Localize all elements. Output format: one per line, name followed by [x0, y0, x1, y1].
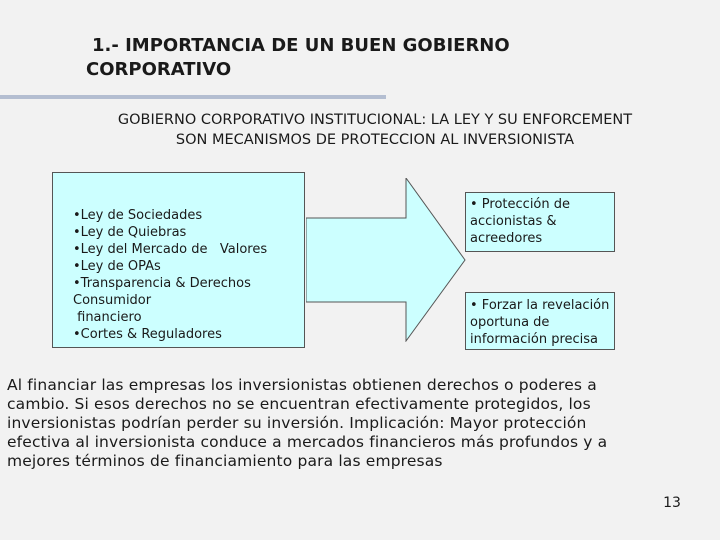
subtitle-line-1: GOBIERNO CORPORATIVO INSTITUCIONAL: LA LEY Y SU ENFORCEMENT — [117, 112, 633, 128]
protection-line: • Protección de — [470, 197, 571, 212]
laws-item: •Ley de OPAs — [73, 259, 161, 274]
laws-item: •Transparencia & Derechos — [73, 276, 251, 291]
laws-item: financiero — [73, 310, 142, 325]
laws-item: •Ley de Sociedades — [73, 208, 203, 223]
body-paragraph — [7, 376, 707, 471]
body-line: Al financiar las empresas los inversionistas obtienen derechos o poderes a — [7, 376, 597, 394]
body-line: mejores términos de financiamiento para las empresas — [7, 452, 443, 470]
protection-line: acreedores — [470, 231, 543, 246]
laws-box — [52, 172, 305, 348]
laws-item: •Cortes & Reguladores — [73, 327, 222, 342]
protection-box — [465, 192, 615, 252]
disclosure-line: información precisa — [470, 332, 599, 347]
slide-subtitle — [40, 110, 710, 150]
title-line-1: 1.- IMPORTANCIA DE UN BUEN GOBIERNO — [92, 35, 510, 56]
page-number: 13 — [663, 495, 681, 511]
subtitle-line-2: SON MECANISMOS DE PROTECCION AL INVERSIONISTA — [175, 132, 575, 148]
protection-line: accionistas & — [470, 214, 557, 229]
title-line-2: CORPORATIVO — [86, 59, 232, 80]
slide-title — [86, 34, 646, 82]
disclosure-line: oportuna de — [470, 315, 550, 330]
laws-item: Consumidor — [73, 293, 152, 308]
body-line: efectiva al inversionista conduce a mercados financieros más profundos y a — [7, 433, 608, 451]
body-line: cambio. Si esos derechos no se encuentran efectivamente protegidos, los — [7, 395, 591, 413]
body-line: inversionistas podrían perder su inversión. Implicación: Mayor protección — [7, 414, 587, 432]
laws-item: •Ley del Mercado de Valores — [73, 242, 268, 257]
disclosure-line: • Forzar la revelación — [470, 298, 610, 313]
disclosure-box — [465, 292, 615, 350]
right-arrow-icon — [306, 178, 466, 342]
laws-item: •Ley de Quiebras — [73, 225, 187, 240]
title-underline-rule — [0, 95, 386, 99]
